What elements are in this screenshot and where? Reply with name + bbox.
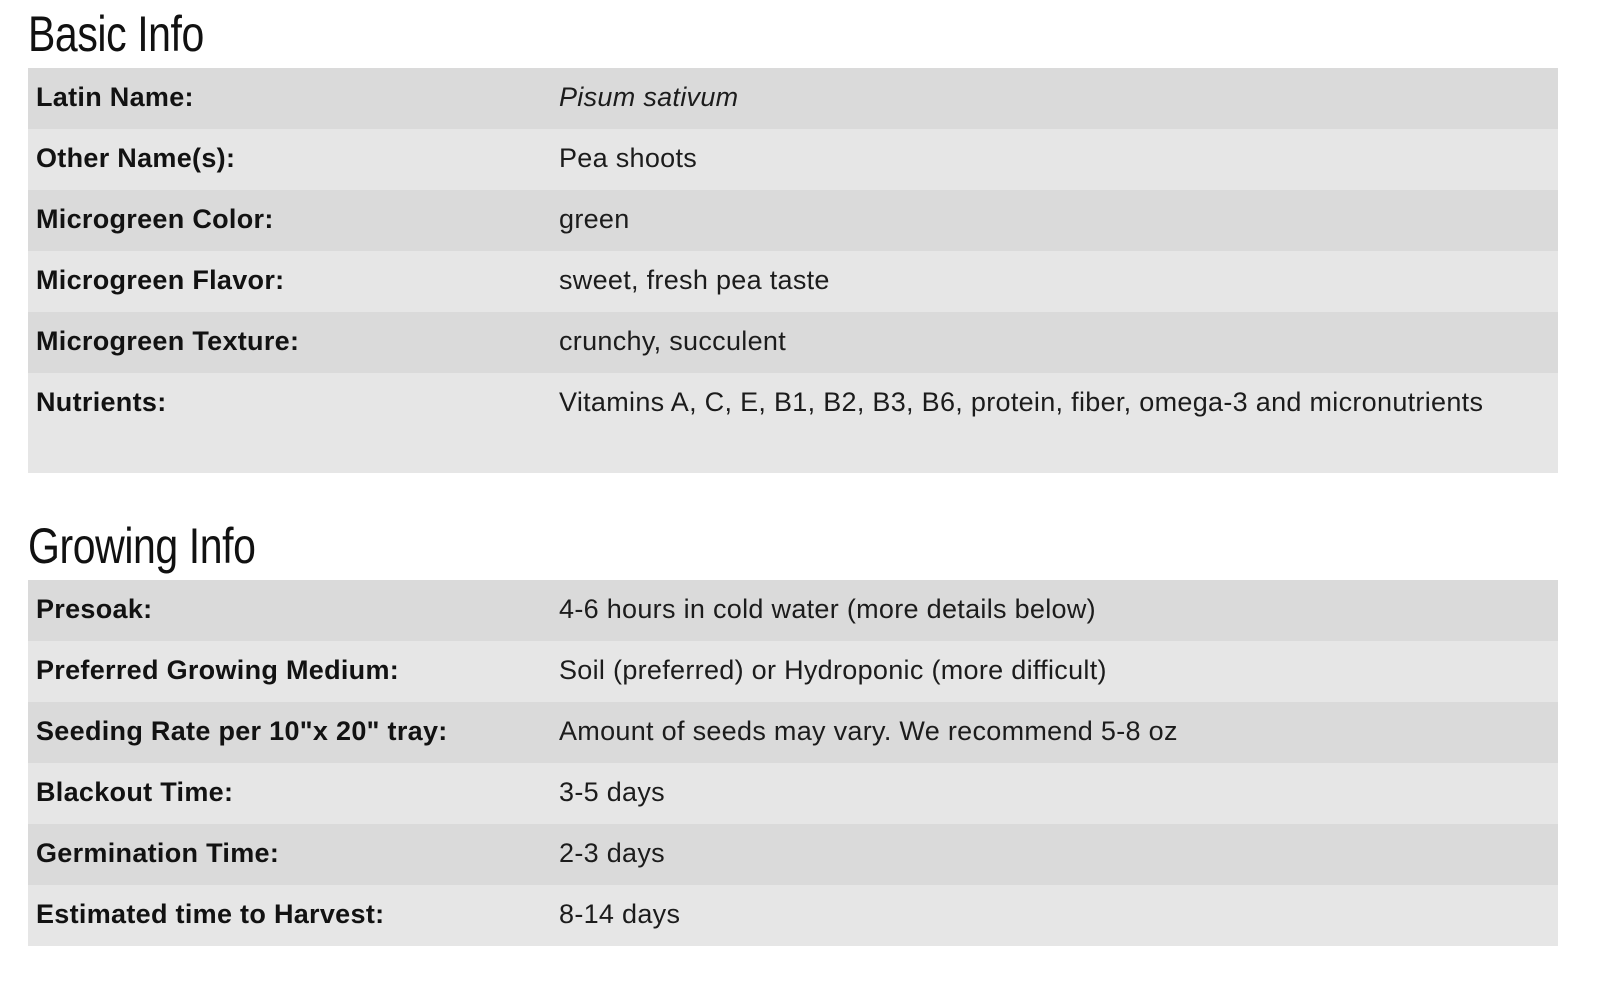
row-value-blackout-time: 3-5 days bbox=[551, 763, 1558, 824]
row-label-growing-medium: Preferred Growing Medium: bbox=[28, 641, 551, 702]
row-value-other-names: Pea shoots bbox=[551, 129, 1558, 190]
growing-info-table bbox=[28, 580, 1558, 946]
row-label-flavor: Microgreen Flavor: bbox=[28, 251, 551, 312]
row-label-blackout-time: Blackout Time: bbox=[28, 763, 551, 824]
table-row bbox=[28, 702, 1558, 763]
row-value-latin-name: Pisum sativum bbox=[551, 68, 1558, 129]
growing-info-section bbox=[28, 512, 1558, 946]
row-value-flavor: sweet, fresh pea taste bbox=[551, 251, 1558, 312]
row-label-other-names: Other Name(s): bbox=[28, 129, 551, 190]
row-label-latin-name: Latin Name: bbox=[28, 68, 551, 129]
basic-info-section bbox=[28, 0, 1558, 473]
row-value-harvest-time: 8-14 days bbox=[551, 885, 1558, 946]
row-label-nutrients: Nutrients: bbox=[28, 373, 551, 473]
row-label-texture: Microgreen Texture: bbox=[28, 312, 551, 373]
row-value-nutrients: Vitamins A, C, E, B1, B2, B3, B6, protein, fiber, omega-3 and micronutrients bbox=[551, 373, 1558, 473]
basic-info-table bbox=[28, 68, 1558, 473]
table-row bbox=[28, 580, 1558, 641]
row-value-germination-time: 2-3 days bbox=[551, 824, 1558, 885]
row-value-growing-medium: Soil (preferred) or Hydroponic (more difficult) bbox=[551, 641, 1558, 702]
row-label-color: Microgreen Color: bbox=[28, 190, 551, 251]
table-row bbox=[28, 824, 1558, 885]
table-row bbox=[28, 312, 1558, 373]
row-label-presoak: Presoak: bbox=[28, 580, 551, 641]
growing-info-title: Growing Info bbox=[28, 518, 256, 574]
row-value-seeding-rate: Amount of seeds may vary. We recommend 5-8 oz bbox=[551, 702, 1558, 763]
row-label-seeding-rate: Seeding Rate per 10"x 20" tray: bbox=[28, 702, 551, 763]
table-row bbox=[28, 251, 1558, 312]
row-value-color: green bbox=[551, 190, 1558, 251]
table-row bbox=[28, 68, 1558, 129]
row-label-germination-time: Germination Time: bbox=[28, 824, 551, 885]
table-row bbox=[28, 641, 1558, 702]
row-value-texture: crunchy, succulent bbox=[551, 312, 1558, 373]
table-row bbox=[28, 190, 1558, 251]
row-label-harvest-time: Estimated time to Harvest: bbox=[28, 885, 551, 946]
table-row bbox=[28, 129, 1558, 190]
basic-info-title: Basic Info bbox=[28, 6, 204, 62]
row-value-presoak: 4-6 hours in cold water (more details below) bbox=[551, 580, 1558, 641]
table-row bbox=[28, 763, 1558, 824]
table-row bbox=[28, 885, 1558, 946]
table-row bbox=[28, 373, 1558, 473]
